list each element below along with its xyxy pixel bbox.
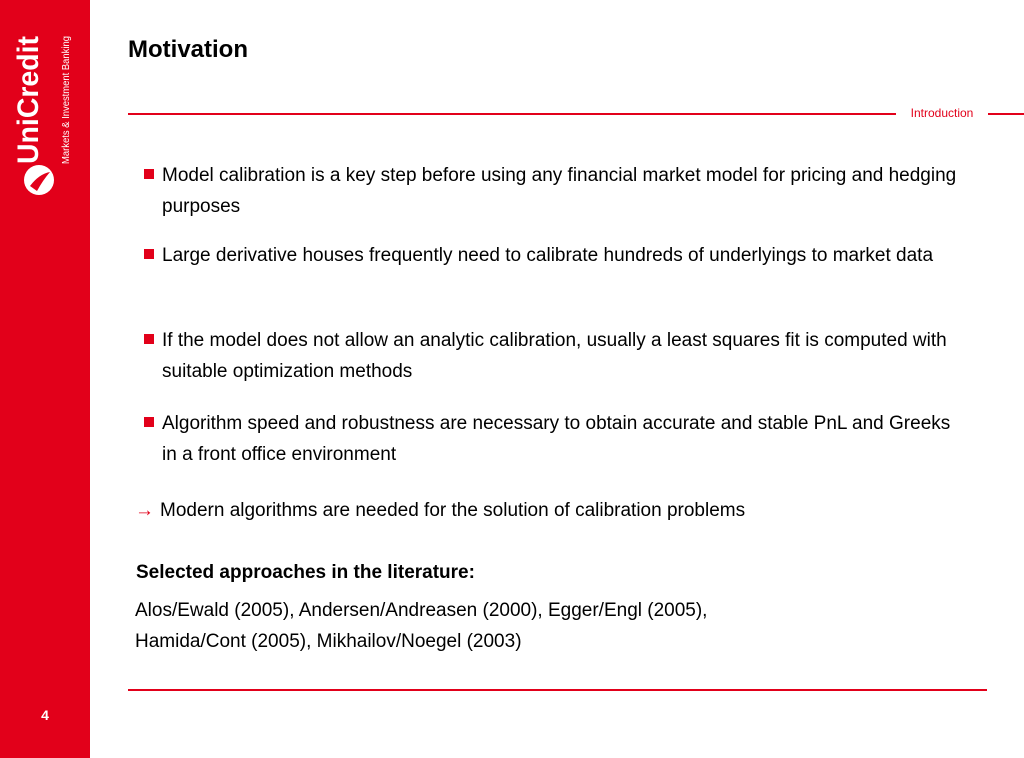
logo-emblem-icon [24, 165, 54, 195]
square-bullet-icon [144, 417, 154, 427]
reference-line: Hamida/Cont (2005), Mikhailov/Noegel (2003) [135, 631, 522, 652]
unicredit-logo [12, 28, 74, 201]
conclusion-text: Modern algorithms are needed for the solution of calibration problems [160, 500, 746, 521]
slide-title: Motivation [128, 36, 248, 63]
square-bullet-icon [144, 334, 154, 344]
page-number: 4 [41, 707, 49, 723]
square-bullet-icon [144, 169, 154, 179]
bullet-text: Algorithm speed and robustness are necessary to obtain accurate and stable PnL and Greeks in a front office environment [162, 413, 951, 465]
reference-line: Alos/Ewald (2005), Andersen/Andreasen (2000), Egger/Engl (2005), [135, 600, 708, 621]
bullet-text: If the model does not allow an analytic calibration, usually a least squares fit is computed with suitable optimization methods [162, 330, 947, 382]
literature-heading: Selected approaches in the literature: [136, 562, 475, 583]
header-rule-left [128, 113, 896, 115]
bullet-item [142, 160, 962, 222]
bullet-item [142, 408, 962, 470]
logo-tagline: Markets & Investment Banking [61, 28, 72, 164]
conclusion-line [135, 495, 745, 526]
bullet-item [142, 325, 962, 387]
header-rule-right [988, 113, 1024, 115]
footer-rule [128, 689, 987, 691]
bullet-item [142, 240, 962, 271]
brand-sidebar [0, 0, 90, 758]
literature-references [135, 595, 835, 657]
section-label: Introduction [910, 106, 974, 120]
arrow-right-icon: → [135, 500, 154, 521]
bullet-text: Model calibration is a key step before using any financial market model for pricing and hedging purposes [162, 165, 957, 217]
logo-wordmark: UniCredit [12, 29, 45, 164]
square-bullet-icon [144, 249, 154, 259]
bullet-text: Large derivative houses frequently need to calibrate hundreds of underlyings to market data [162, 245, 934, 266]
